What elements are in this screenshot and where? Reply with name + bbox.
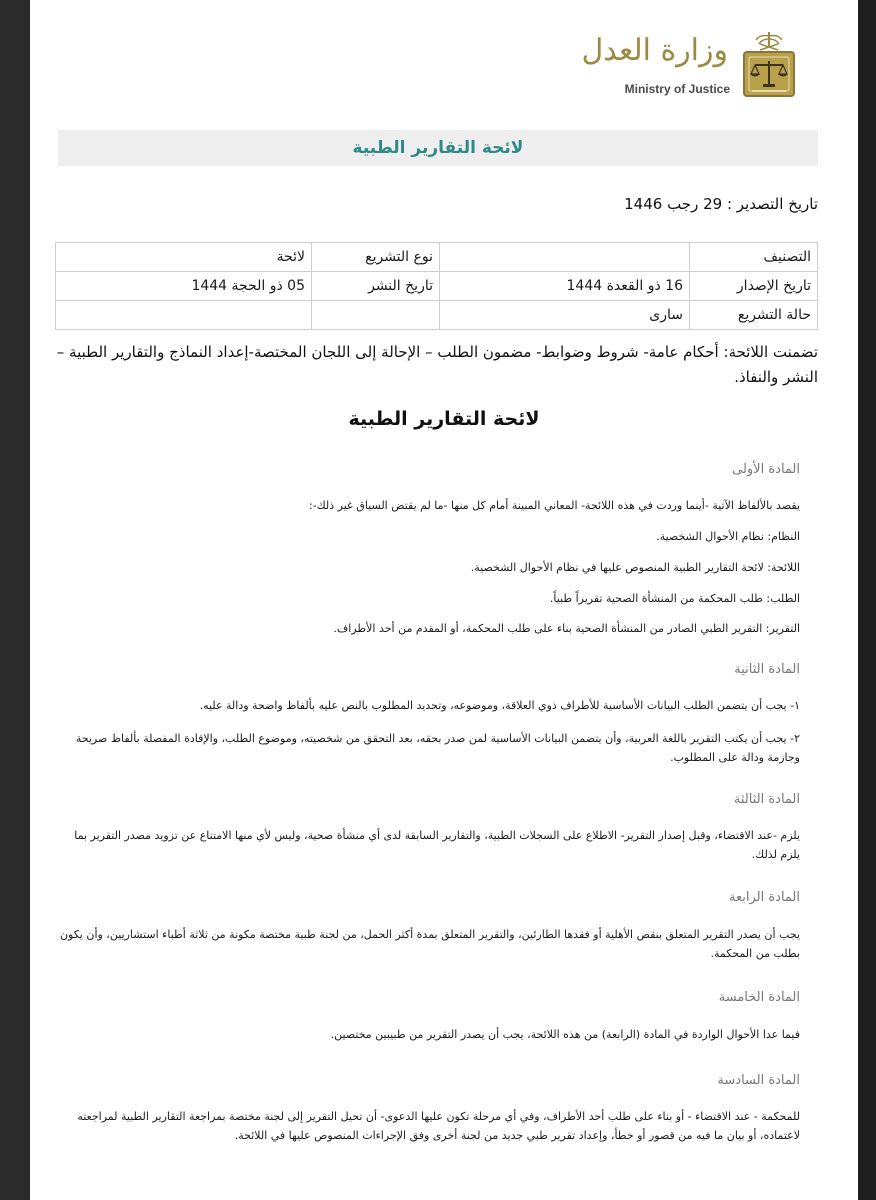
ministry-logo	[581, 30, 800, 110]
status-label: حالة التشريع	[690, 301, 818, 330]
export-date: تاريخ التصدير : 29 رجب 1446	[624, 195, 818, 213]
article-1-paragraph-2: النظام: نظام الأحوال الشخصية.	[656, 530, 800, 543]
table-row	[56, 243, 818, 272]
classification-label: التصنيف	[690, 243, 818, 272]
empty-cell	[312, 301, 440, 330]
ministry-of-justice-emblem-icon	[738, 30, 800, 102]
article-4-paragraph-1: يجب أن يصدر التقرير المتعلق بنقص الأهلية أو فقدها الطارئين، والتقرير المتعلق بمدة أكثر الحمل، من لجنة طبية مختصة مكونة من ثلاثة أطباء استشاريين، وأن يكون بطلب من المحكمة.	[59, 928, 800, 960]
article-6-paragraph-1: للمحكمة - عند الاقتضاء - أو بناء على طلب أحد الأطراف، وفي أي مرحلة تكون عليها الدعوى- أن تحيل التقرير إلى لجنة مختصة بمراجعة التقارير الطبية لمراجعته لاعتماده، أو بيان ما فيه من قصور أو خطأ، وإعداد تقرير طبي جديد من لجنة أخرى وفق الإجراءات المنصوص عليها في اللائحة.	[77, 1110, 800, 1142]
publish-date-value: 05 ذو الحجة 1444	[56, 272, 312, 301]
legislation-type-label: نوع التشريع	[312, 243, 440, 272]
article-4-heading: المادة الرابعة	[729, 890, 800, 905]
empty-cell	[56, 301, 312, 330]
logo-english-name: Ministry of Justice	[624, 82, 730, 96]
article-2-heading: المادة الثانية	[734, 662, 800, 677]
article-3-heading: المادة الثالثة	[733, 792, 800, 807]
viewer-edge	[858, 0, 876, 1200]
article-1-heading: المادة الأولى	[732, 462, 800, 477]
status-value: سارى	[440, 301, 690, 330]
logo-arabic-name: وزارة العدل	[581, 33, 728, 68]
document-title-bar: لائحة التقارير الطبية	[58, 130, 818, 166]
article-1-paragraph-1: يقصد بالألفاظ الآتية -أينما وردت في هذه اللائحة- المعاني المبينة أمام كل منها -ما لم يقتض السياق غير ذلك-:	[308, 499, 800, 512]
article-2-paragraph-1: ١- يجب أن يتضمن الطلب البيانات الأساسية للأطراف ذوي العلاقة، وموضوعه، وتحديد المطلوب بالنص عليه بألفاظ واضحة ودالة عليه.	[199, 699, 800, 712]
regulation-contents: تضمنت اللائحة: أحكام عامة- شروط وضوابط- مضمون الطلب – الإحالة إلى اللجان المختصة-إعداد النماذج والتقارير الطبية –النشر والنفاذ.	[56, 343, 818, 386]
article-1-paragraph-5: التقرير: التقرير الطبي الصادر من المنشأة الصحية بناء على طلب المحكمة، أو المقدم من أحد الأطراف.	[333, 622, 800, 635]
publish-date-label: تاريخ النشر	[312, 272, 440, 301]
article-1-paragraph-4: الطلب: طلب المحكمة من المنشأة الصحية تقريراً طبياً.	[549, 592, 800, 605]
issue-date-value: 16 ذو القعدة 1444	[440, 272, 690, 301]
main-title: لائحة التقارير الطبية	[348, 408, 540, 430]
legislation-info-table	[55, 242, 818, 330]
article-3-paragraph-1: يلزم -عند الاقتضاء، وقبل إصدار التقرير- الاطلاع على السجلات الطبية، والتقارير السابقة لدى أي منشأة صحية، وليس لأي منها الامتناع عن تزويد مصدر التقرير بما يلزم لذلك.	[74, 829, 800, 861]
issue-date-label: تاريخ الإصدار	[690, 272, 818, 301]
classification-value	[440, 243, 690, 272]
article-2-paragraph-2: ٢- يجب أن يكتب التقرير باللغة العربية، وأن يتضمن البيانات الأساسية لمن صدر بحقه، بعد التحقق من شخصيته، وموضوع الطلب، والإفادة المفصلة بألفاظ صريحة وجازمة ودالة على المطلوب.	[75, 732, 800, 764]
article-1-paragraph-3: اللائحة: لائحة التقارير الطبية المنصوص عليها في نظام الأحوال الشخصية.	[470, 561, 800, 574]
table-row	[56, 272, 818, 301]
document-page	[30, 0, 858, 1200]
article-5-heading: المادة الخامسة	[718, 990, 800, 1005]
article-5-paragraph-1: فيما عدا الأحوال الواردة في المادة (الرابعة) من هذه اللائحة، يجب أن يصدر التقرير من طبيبين مختصين.	[330, 1028, 800, 1041]
article-6-heading: المادة السادسة	[717, 1073, 800, 1088]
legislation-type-value: لائحة	[56, 243, 312, 272]
table-row	[56, 301, 818, 330]
